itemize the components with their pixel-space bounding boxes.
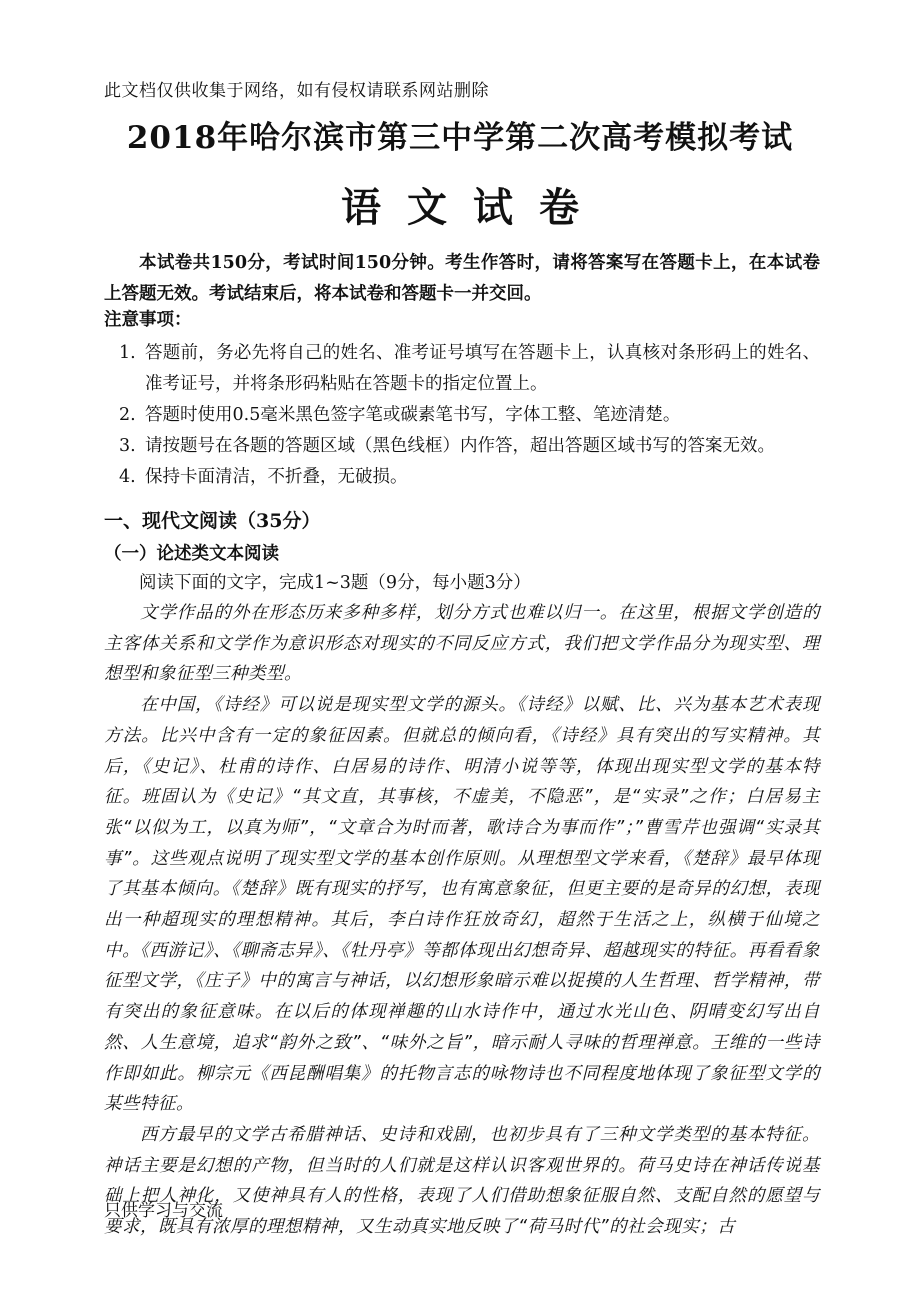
notice-item [104,431,820,462]
notice-item-text: 保持卡面清洁，不折叠，无破损。 [145,467,408,487]
notice-item-number: 2. [119,405,136,425]
notice-item-text: 请按题号在各题的答题区域（黑色线框）内作答，超出答题区域书写的答案无效。 [145,436,775,456]
footer-disclaimer: 只供学习与交流 [104,1201,223,1221]
notice-item [104,400,820,431]
notice-item [104,338,820,400]
passage-paragraph: 文学作品的外在形态历来多种多样，划分方式也难以归一。在这里，根据文学创造的主客体关系和文学作为意识形态对现实的不同反应方式，我们把文学作品分为现实型、理想型和象征型三种类型。 [104,603,820,685]
notice-item-number: 1. [119,343,136,363]
notice-list [104,338,820,493]
notice-title: 注意事项： [104,310,192,330]
passage-paragraph: 西方最早的文学古希腊神话、史诗和戏剧，也初步具有了三种文学类型的基本特征。神话主要是幻想的产物，但当时的人们就是这样认识客观世界的。荷马史诗在神话传说基础上把人神化，又使神具有人的性格，表现了人们借助想象征服自然、支配自然的愿望与要求，既具有浓厚的理想精神，又生动真实地反映了“荷马时代”的社会现实；古 [104,1124,820,1238]
exam-intro: 本试卷共150分，考试时间150分钟。考生作答时，请将答案写在答题卡上，在本试卷上答题无效。考试结束后，将本试卷和答题卡一并交回。 [104,253,820,304]
passage-paragraph: 在中国，《诗经》可以说是现实型文学的源头。《诗经》以赋、比、兴为基本艺术表现方法。比兴中含有一定的象征因素。但就总的倾向看，《诗经》具有突出的写实精神。其后，《史记》、杜甫的诗作、白居易的诗作、明清小说等等，体现出现实型文学的基本特征。班固认为《史记》“其文直，其事核，不虚美，不隐恶”，是“实录”之作；白居易主张“以似为工，以真为师”，“文章合为时而著，歌诗合为事而作”；”曹雪芹也强调“实录其事”。这些观点说明了现实型文学的基本创作原则。从理想型文学来看，《楚辞》最早体现了其基本倾向。《楚辞》既有现实的抒写，也有寓意象征，但更主要的是奇异的幻想，表现出一种超现实的理想精神。其后，李白诗作狂放奇幻，超然于生活之上，纵横于仙境之中。《西游记》、《聊斋志异》、《牡丹亭》等都体现出幻想奇异、超越现实的特征。再看看象征型文学，《庄子》中的寓言与神话，以幻想形象暗示难以捉摸的人生哲理、哲学精神，带有突出的象征意味。在以后的体现禅趣的山水诗作中，通过水光山色、阴晴变幻写出自然、人生意境，追求“韵外之致”、“味外之旨”，暗示耐人寻味的哲理禅意。王维的一些诗作即如此。柳宗元《西昆酬唱集》的托物言志的咏物诗也不同程度地体现了象征型文学的某些特征。 [104,695,820,1115]
subsection-title: （一）论述类文本阅读 [104,544,279,564]
section-title: 一、现代文阅读（35分） [104,510,321,532]
header-disclaimer: 此文档仅供收集于网络，如有侵权请联系网站删除 [104,81,489,101]
notice-item-text: 答题前，务必先将自己的姓名、准考证号填写在答题卡上，认真核对条形码上的姓名、准考证号，并将条形码粘贴在答题卡的指定位置上。 [145,343,820,394]
notice-item-number: 3. [119,436,136,456]
reading-passage [104,598,820,1243]
subject-title: 语文试卷 [341,184,605,231]
notice-item-number: 4. [119,467,136,487]
notice-item-text: 答题时使用0.5毫米黑色签字笔或碳素笔书写，字体工整、笔迹清楚。 [145,405,681,425]
reading-instruction: 阅读下面的文字，完成1~3题（9分，每小题3分） [139,573,531,593]
notice-item [104,462,820,493]
exam-title: 2018年哈尔滨市第三中学第二次高考模拟考试 [126,120,794,156]
